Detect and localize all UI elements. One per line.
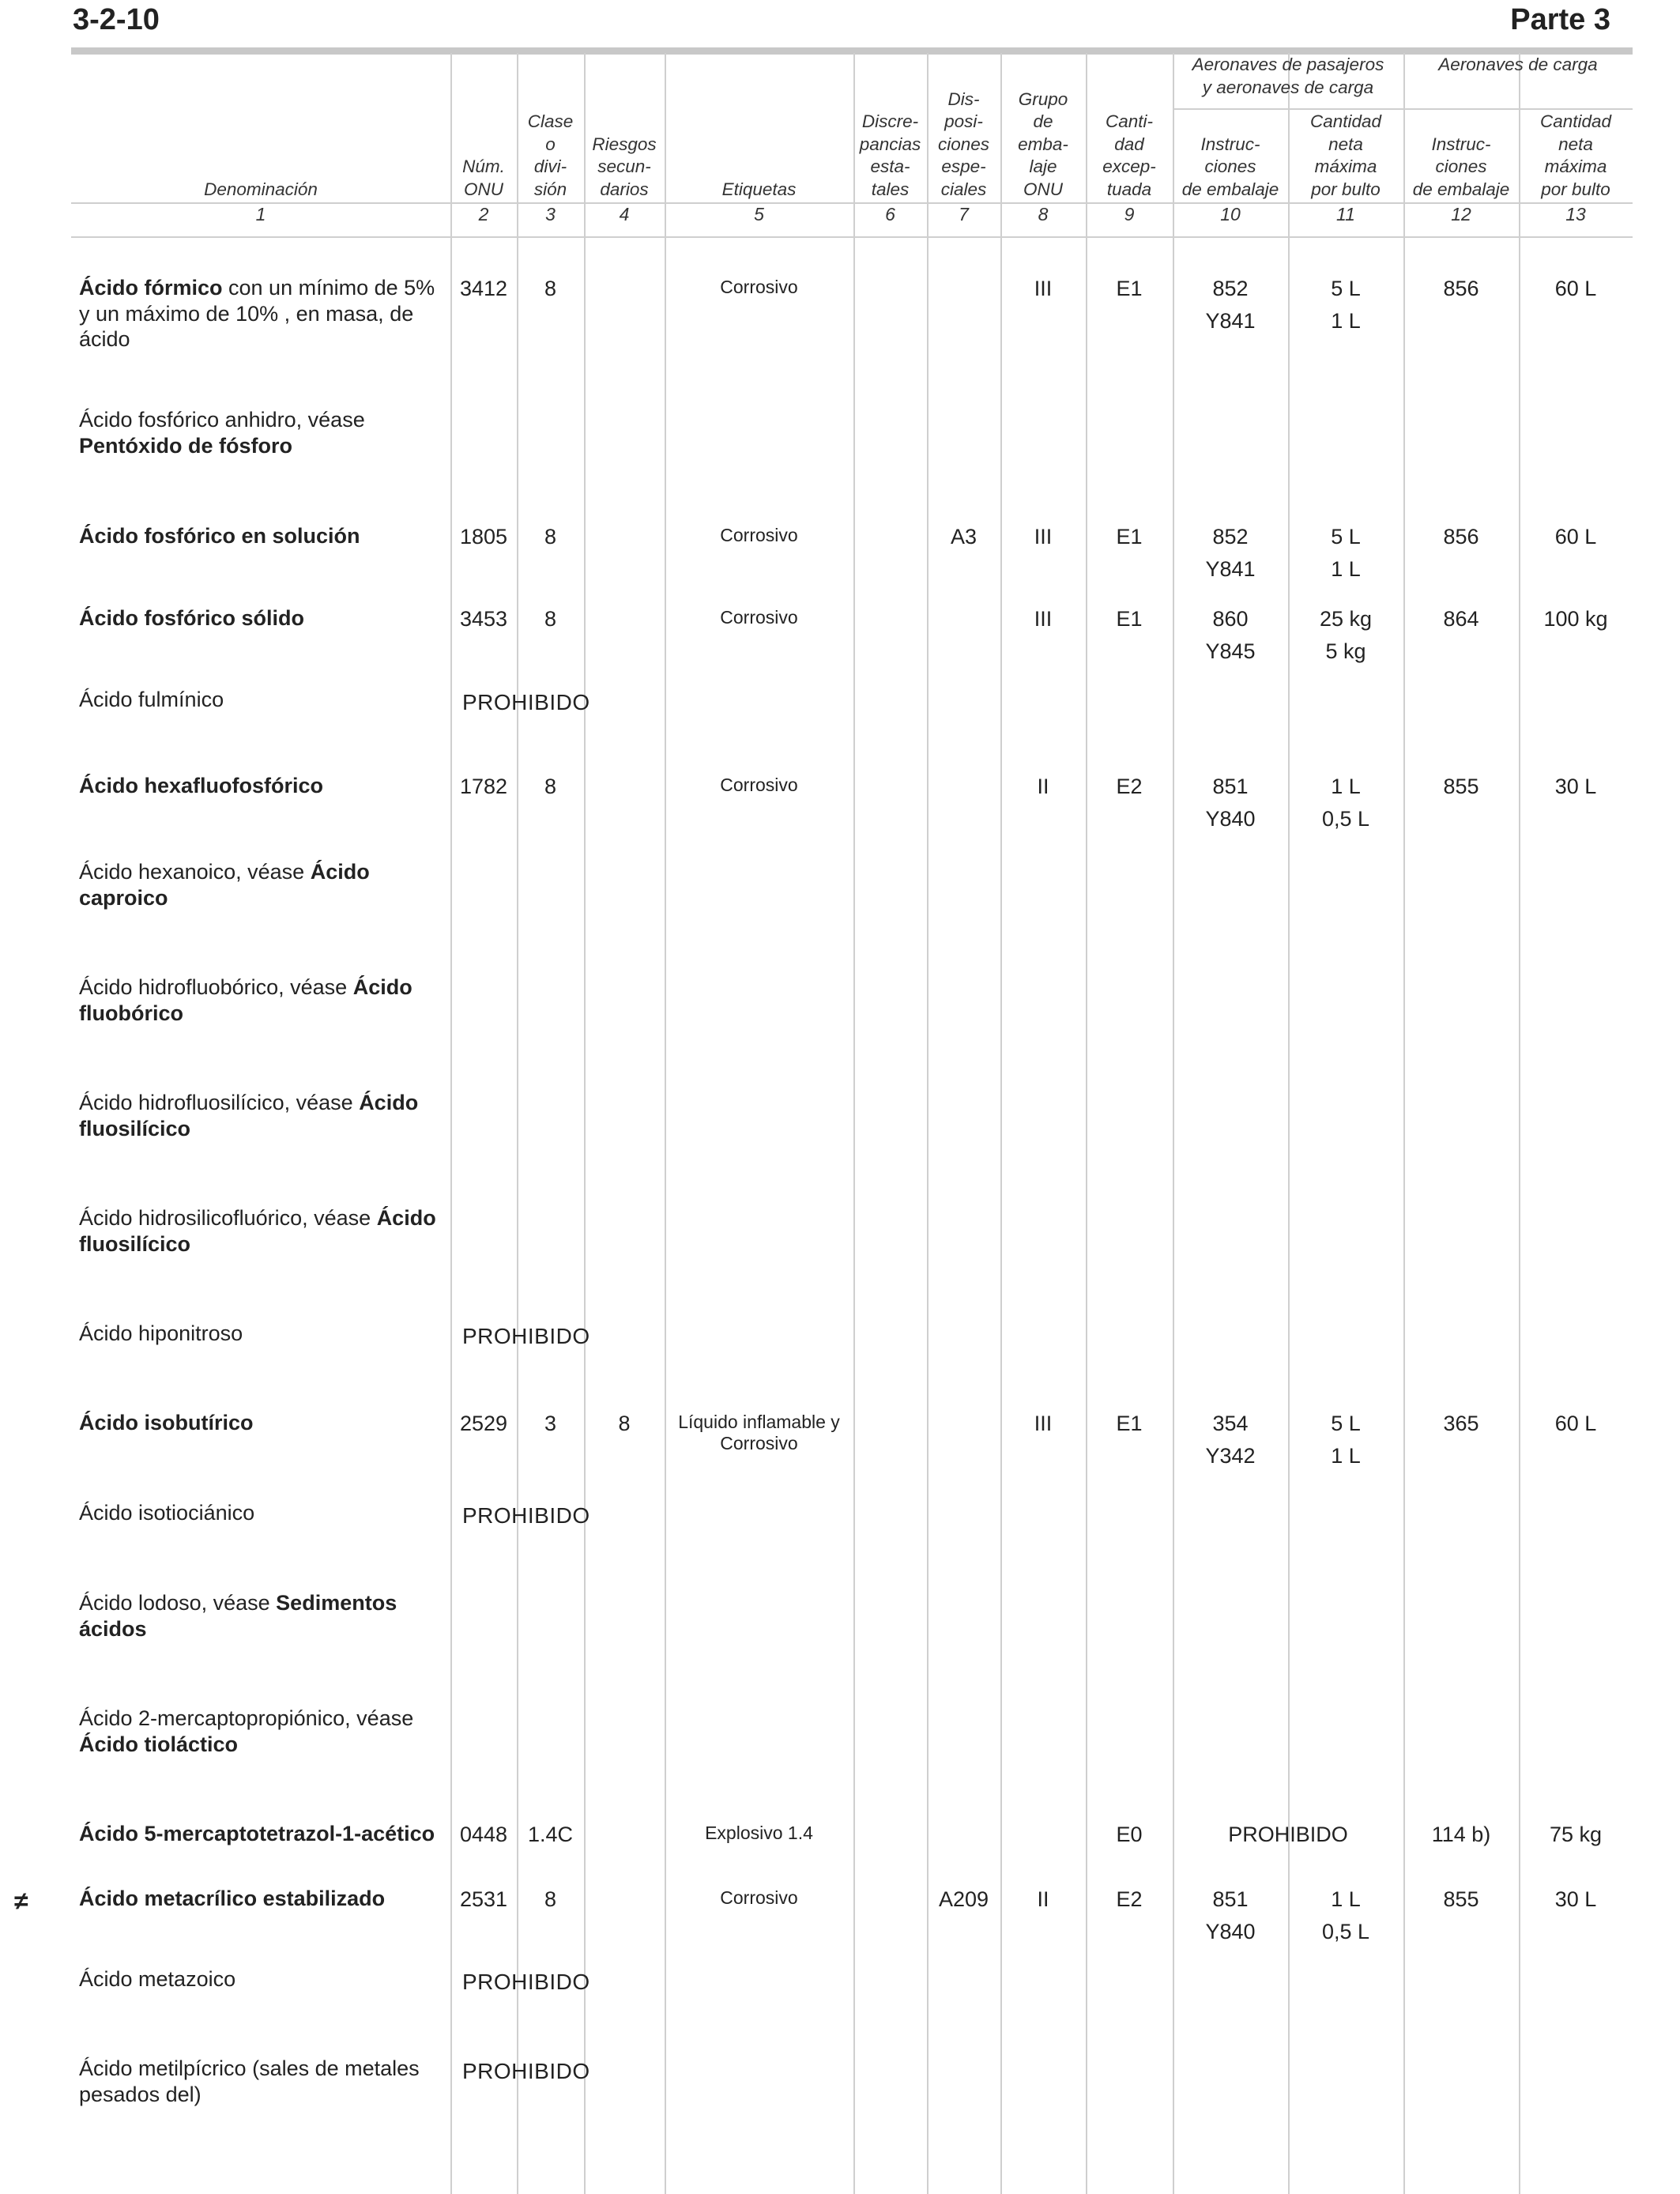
max-quantity-passenger: 5 L 1 L bbox=[1331, 525, 1361, 581]
substance-name bbox=[79, 1205, 450, 1257]
packing-instruction-cargo: 365 bbox=[1443, 1412, 1479, 1435]
column-divider bbox=[853, 53, 855, 2194]
column-number: 13 bbox=[1565, 204, 1586, 224]
packing-group: II bbox=[1037, 1887, 1049, 1911]
substance-name-bold: Ácido fosfórico sólido bbox=[79, 606, 305, 630]
substance-name-text: Ácido fulmínico bbox=[79, 688, 224, 711]
substance-name-text: Ácido hexanoico, véase bbox=[79, 860, 311, 884]
un-number: 1805 bbox=[459, 525, 508, 548]
packing-instruction-cargo: 856 bbox=[1443, 525, 1479, 548]
substance-name-text: Ácido hidrosilicofluórico, véase bbox=[79, 1206, 377, 1230]
excepted-quantity: E1 bbox=[1116, 607, 1143, 631]
packing-instruction-passenger: 860 Y845 bbox=[1205, 607, 1256, 663]
column-divider bbox=[1173, 53, 1174, 2194]
substance-name bbox=[79, 1590, 450, 1642]
column-divider bbox=[450, 53, 452, 2194]
substance-name bbox=[79, 1500, 450, 1526]
substance-name-text: Ácido hiponitroso bbox=[79, 1321, 243, 1345]
un-number: 0448 bbox=[459, 1823, 508, 1846]
column-number: 11 bbox=[1336, 204, 1355, 224]
column-divider bbox=[665, 53, 666, 2194]
column-header-label: Cantidad neta máxima por bulto bbox=[1539, 111, 1612, 199]
column-divider bbox=[1288, 53, 1290, 2194]
packing-instruction-passenger: 852 Y841 bbox=[1205, 525, 1256, 581]
part-title: Parte 3 bbox=[1510, 3, 1610, 36]
special-provisions: A209 bbox=[938, 1887, 989, 1911]
column-header-label: Discre- pancias esta- tales bbox=[859, 111, 921, 199]
page-number: 3-2-10 bbox=[73, 3, 160, 36]
column-header-6 bbox=[853, 55, 927, 201]
column-number: 5 bbox=[754, 204, 764, 224]
packing-group: III bbox=[1034, 1412, 1053, 1435]
column-header-11 bbox=[1288, 55, 1403, 201]
prohibited-passenger: PROHIBIDO bbox=[1228, 1823, 1348, 1846]
substance-see-reference: Pentóxido de fósforo bbox=[79, 433, 292, 458]
max-quantity-cargo: 100 kg bbox=[1543, 607, 1608, 631]
column-number: 9 bbox=[1124, 204, 1135, 224]
class-division: 8 bbox=[544, 607, 557, 631]
substance-name bbox=[79, 1090, 450, 1141]
packing-group: III bbox=[1034, 607, 1053, 631]
column-header-label: Núm. ONU bbox=[462, 156, 505, 199]
un-number: 2529 bbox=[459, 1412, 508, 1435]
column-header-4 bbox=[584, 55, 665, 201]
column-divider bbox=[1403, 53, 1405, 2194]
substance-name bbox=[79, 1886, 450, 1912]
prohibited-label: PROHIBIDO bbox=[462, 1970, 590, 1994]
column-divider bbox=[584, 53, 586, 2194]
hazard-label: Corrosivo bbox=[720, 277, 798, 297]
substance-name bbox=[79, 407, 450, 458]
packing-instruction-passenger: 851 Y840 bbox=[1205, 1887, 1256, 1943]
un-number: 3453 bbox=[459, 607, 508, 631]
row-divider bbox=[71, 236, 1633, 238]
substance-see-reference: Sedimentos ácidos bbox=[79, 1591, 397, 1641]
column-number: 2 bbox=[478, 204, 489, 224]
hazard-label: Corrosivo bbox=[720, 1887, 798, 1908]
substance-name-bold: Ácido isobutírico bbox=[79, 1411, 254, 1434]
column-number: 3 bbox=[545, 204, 556, 224]
column-header-label: Denominación bbox=[204, 179, 318, 199]
column-number: 1 bbox=[255, 204, 266, 224]
column-number: 10 bbox=[1220, 204, 1241, 224]
packing-instruction-cargo: 855 bbox=[1443, 775, 1479, 798]
substance-name-text: Ácido hidrofluosilícico, véase bbox=[79, 1091, 360, 1114]
column-header-label: Clase o divi- sión bbox=[527, 111, 574, 199]
hazard-label: Corrosivo bbox=[720, 525, 798, 545]
max-quantity-cargo: 60 L bbox=[1554, 525, 1597, 548]
column-divider bbox=[517, 53, 518, 2194]
packing-instruction-passenger: 851 Y840 bbox=[1205, 775, 1256, 831]
substance-name-bold: Ácido 5-mercaptotetrazol-1-acético bbox=[79, 1822, 435, 1845]
class-division: 1.4C bbox=[527, 1823, 574, 1846]
column-divider bbox=[927, 53, 929, 2194]
column-header-label: Cantidad neta máxima por bulto bbox=[1309, 111, 1382, 199]
excepted-quantity: E0 bbox=[1116, 1823, 1143, 1846]
prohibited-label: PROHIBIDO bbox=[462, 1503, 590, 1528]
class-division: 8 bbox=[544, 277, 557, 300]
excepted-quantity: E1 bbox=[1116, 1412, 1143, 1435]
substance-name-bold: Ácido hexafluofosfórico bbox=[79, 774, 324, 797]
hazard-label: Líquido inflamable y Corrosivo bbox=[678, 1412, 840, 1453]
un-number: 3412 bbox=[459, 277, 508, 300]
column-number: 7 bbox=[959, 204, 969, 224]
packing-instruction-cargo: 855 bbox=[1443, 1887, 1479, 1911]
max-quantity-passenger: 25 kg 5 kg bbox=[1319, 607, 1373, 663]
substance-name-text: Ácido 2-mercaptopropiónico, véase bbox=[79, 1706, 414, 1730]
packing-instruction-cargo: 114 b) bbox=[1431, 1823, 1491, 1846]
hazard-label: Corrosivo bbox=[720, 607, 798, 628]
packing-group: II bbox=[1037, 775, 1049, 798]
prohibited-label: PROHIBIDO bbox=[462, 1324, 590, 1348]
column-number: 4 bbox=[619, 204, 630, 224]
prohibited-label: PROHIBIDO bbox=[462, 2059, 590, 2083]
column-header-label: Dis- posi- ciones espe- ciales bbox=[937, 89, 990, 199]
substance-name bbox=[79, 605, 450, 631]
column-header-3 bbox=[517, 55, 584, 201]
column-header-13 bbox=[1519, 55, 1633, 201]
excepted-quantity: E1 bbox=[1116, 525, 1143, 548]
class-division: 3 bbox=[544, 1412, 557, 1435]
substance-see-reference: Ácido fluosilícico bbox=[79, 1091, 419, 1140]
column-header-label: Riesgos secun- darios bbox=[592, 134, 657, 199]
substance-name bbox=[79, 1321, 450, 1347]
substance-name bbox=[79, 1410, 450, 1436]
packing-instruction-passenger: 354 Y342 bbox=[1205, 1412, 1256, 1468]
header-group-cargo: Aeronaves de carga bbox=[1438, 55, 1598, 74]
column-header-5 bbox=[665, 55, 853, 201]
excepted-quantity: E2 bbox=[1116, 775, 1143, 798]
column-number: 8 bbox=[1038, 204, 1049, 224]
class-division: 8 bbox=[544, 525, 557, 548]
un-number: 1782 bbox=[459, 775, 508, 798]
column-number: 12 bbox=[1451, 204, 1471, 224]
column-divider bbox=[1519, 53, 1520, 2194]
substance-see-reference: Ácido caproico bbox=[79, 860, 370, 910]
max-quantity-passenger: 5 L 1 L bbox=[1331, 1412, 1361, 1468]
column-divider bbox=[1086, 53, 1087, 2194]
packing-instruction-cargo: 864 bbox=[1443, 607, 1479, 631]
substance-name-text: Ácido fosfórico anhidro, véase bbox=[79, 408, 365, 432]
packing-instruction-passenger: 852 Y841 bbox=[1205, 277, 1256, 333]
packing-group: III bbox=[1034, 277, 1053, 300]
column-header-label: Instruc- ciones de embalaje bbox=[1181, 134, 1279, 199]
excepted-quantity: E2 bbox=[1116, 1887, 1143, 1911]
substance-name bbox=[79, 275, 450, 352]
hazard-label: Corrosivo bbox=[720, 775, 798, 795]
substance-name bbox=[79, 1706, 450, 1757]
substance-name bbox=[79, 1966, 450, 1992]
max-quantity-passenger: 1 L 0,5 L bbox=[1321, 775, 1370, 831]
substance-name-text: Ácido hidrofluobórico, véase bbox=[79, 975, 353, 999]
substance-name bbox=[79, 974, 450, 1026]
substance-name-text: Ácido metilpícrico (sales de metales pesados del) bbox=[79, 2056, 420, 2106]
column-header-label: Grupo de emba- laje ONU bbox=[1018, 89, 1068, 199]
substance-name-bold: Ácido fosfórico en solución bbox=[79, 524, 360, 548]
column-header-12 bbox=[1403, 55, 1519, 201]
substance-name-text: Ácido metazoico bbox=[79, 1967, 236, 1991]
max-quantity-cargo: 60 L bbox=[1554, 1412, 1597, 1435]
un-number: 2531 bbox=[459, 1887, 508, 1911]
substance-name bbox=[79, 523, 450, 549]
substance-name bbox=[79, 773, 450, 799]
prohibited-label: PROHIBIDO bbox=[462, 690, 590, 714]
column-header-label: Instruc- ciones de embalaje bbox=[1412, 134, 1510, 199]
max-quantity-cargo: 30 L bbox=[1554, 1887, 1597, 1911]
substance-see-reference: Ácido fluobórico bbox=[79, 975, 412, 1025]
column-header-8 bbox=[1000, 55, 1086, 201]
substance-name-bold: Ácido fórmico bbox=[79, 276, 223, 300]
substance-see-reference: Ácido fluosilícico bbox=[79, 1206, 436, 1256]
column-header-7 bbox=[927, 55, 1000, 201]
substance-name-text: Ácido lodoso, véase bbox=[79, 1591, 277, 1615]
max-quantity-cargo: 75 kg bbox=[1549, 1823, 1603, 1846]
header-group-passenger: Aeronaves de pasajeros y aeronaves de carga bbox=[1192, 55, 1384, 97]
substance-name bbox=[79, 687, 450, 713]
column-header-label: Canti- dad excep- tuada bbox=[1102, 111, 1156, 199]
substance-name bbox=[79, 859, 450, 910]
special-provisions: A3 bbox=[950, 525, 977, 548]
substance-name-bold: Ácido metacrílico estabilizado bbox=[79, 1887, 386, 1910]
change-marker: ≠ bbox=[14, 1887, 28, 1915]
substance-name bbox=[79, 1821, 450, 1847]
substance-see-reference: Ácido tioláctico bbox=[79, 1732, 239, 1756]
column-header-1 bbox=[71, 55, 450, 201]
column-header-10 bbox=[1173, 55, 1288, 201]
substance-name-text: Ácido isotiociánico bbox=[79, 1501, 255, 1525]
subsidiary-risk: 8 bbox=[618, 1412, 631, 1435]
max-quantity-passenger: 1 L 0,5 L bbox=[1321, 1887, 1370, 1943]
class-division: 8 bbox=[544, 1887, 557, 1911]
max-quantity-passenger: 5 L 1 L bbox=[1331, 277, 1361, 333]
max-quantity-cargo: 60 L bbox=[1554, 277, 1597, 300]
column-header-9 bbox=[1086, 55, 1173, 201]
substance-name bbox=[79, 2056, 450, 2107]
substance-name-rest: con un mínimo de 5% y un máximo de 10% , en masa, de ácido bbox=[79, 276, 435, 351]
packing-instruction-cargo: 856 bbox=[1443, 277, 1479, 300]
class-division: 8 bbox=[544, 775, 557, 798]
max-quantity-cargo: 30 L bbox=[1554, 775, 1597, 798]
column-header-2 bbox=[450, 55, 517, 201]
column-header-label: Etiquetas bbox=[721, 179, 797, 199]
column-divider bbox=[1000, 53, 1002, 2194]
packing-group: III bbox=[1034, 525, 1053, 548]
column-number: 6 bbox=[885, 204, 895, 224]
excepted-quantity: E1 bbox=[1116, 277, 1143, 300]
hazard-label: Explosivo 1.4 bbox=[705, 1823, 813, 1843]
